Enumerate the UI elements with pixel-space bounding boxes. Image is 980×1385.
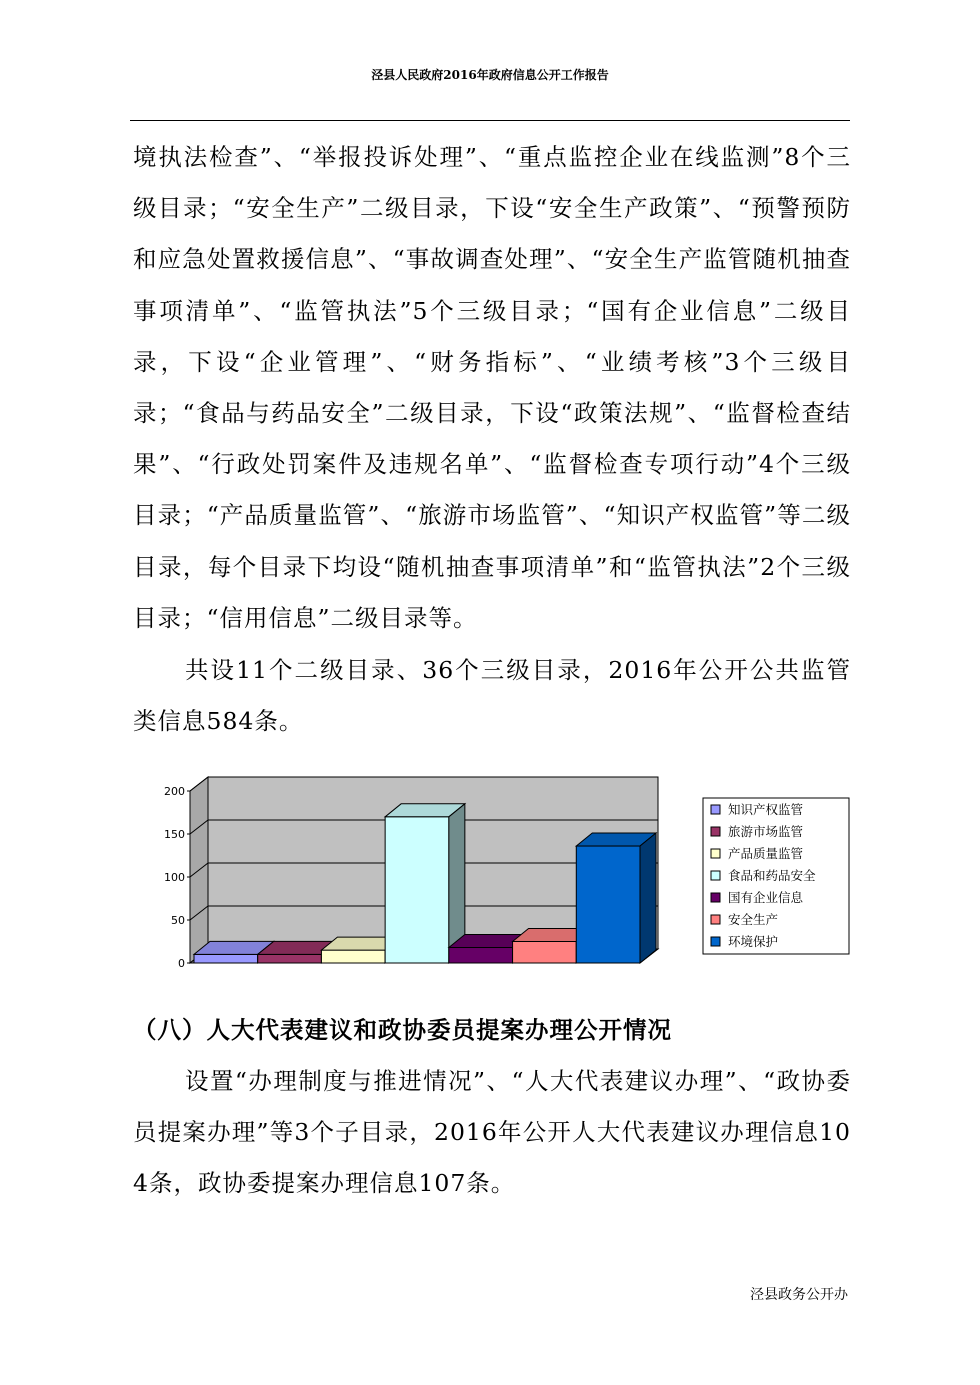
bar-front [449,948,513,963]
y-tick-label: 0 [178,957,185,970]
legend-swatch [711,805,720,814]
body-paragraph-1: 境执法检查”、“举报投诉处理”、“重点监控企业在线监测”8个三级目录；“安全生产”二级目录，下设“安全生产政策”、“预警预防和应急处置救援信息”、“事故调查处理”、“安全生产监管随机抽查事项清单”、“监管执法”5个三级目录；“国有企业信息”二级目录，下设“企业管理”、“财务指标”、“业绩考核”3个三级目录；“食品与药品安全”二级目录，下设“政策法规”、“监督检查结果”、“行政处罚案件及违规名单”、“监督检查专项行动”4个三级目录；“产品质量监管”、“旅游市场监管”、“知识产权监管”等二级目录，每个目录下均设“随机抽查事项清单”和“监管执法”2个三级目录；“信用信息”二级目录等。 [133,143,851,632]
bar-front [513,942,577,964]
bar-front [194,954,258,963]
bar-side [640,833,656,963]
legend-label: 国有企业信息 [728,890,804,905]
legend-swatch [711,849,720,858]
bar-front [258,954,322,963]
legend-swatch [711,915,720,924]
bar-front [321,950,385,963]
section-heading: （八）人大代表建议和政协委员提案办理公开情况 [133,1016,672,1044]
legend-label: 产品质量监管 [728,846,804,861]
y-tick-label: 100 [164,871,185,884]
header-divider [130,120,850,121]
legend-swatch [711,871,720,880]
y-tick-label: 150 [164,828,185,841]
legend-label: 安全生产 [728,912,779,927]
legend-swatch [711,893,720,902]
chart-legend [703,798,849,954]
footer-office: 泾县政务公开办 [750,1287,848,1303]
legend-label: 知识产权监管 [728,802,804,817]
legend-label: 食品和药品安全 [728,868,816,883]
y-tick-label: 50 [171,914,185,927]
bar-chart [155,770,855,975]
legend-swatch [711,937,720,946]
legend-label: 环境保护 [728,934,779,949]
bar-front [385,817,449,963]
bar-7 [576,833,656,963]
y-tick-label: 200 [164,785,185,798]
legend-label: 旅游市场监管 [728,824,804,839]
body-paragraph-3: 设置“办理制度与推进情况”、“人大代表建议办理”、“政协委员提案办理”等3个子目录，2016年公开人大代表建议办理信息104条，政协委提案办理信息107条。 [133,1067,851,1198]
page-header-title: 泾县人民政府2016年政府信息公开工作报告 [371,68,609,82]
legend-swatch [711,827,720,836]
body-paragraph-2: 共设11个二级目录、36个三级目录，2016年公开公共监管类信息584条。 [133,656,851,736]
bar-4 [385,804,465,963]
bar-front [576,846,640,963]
